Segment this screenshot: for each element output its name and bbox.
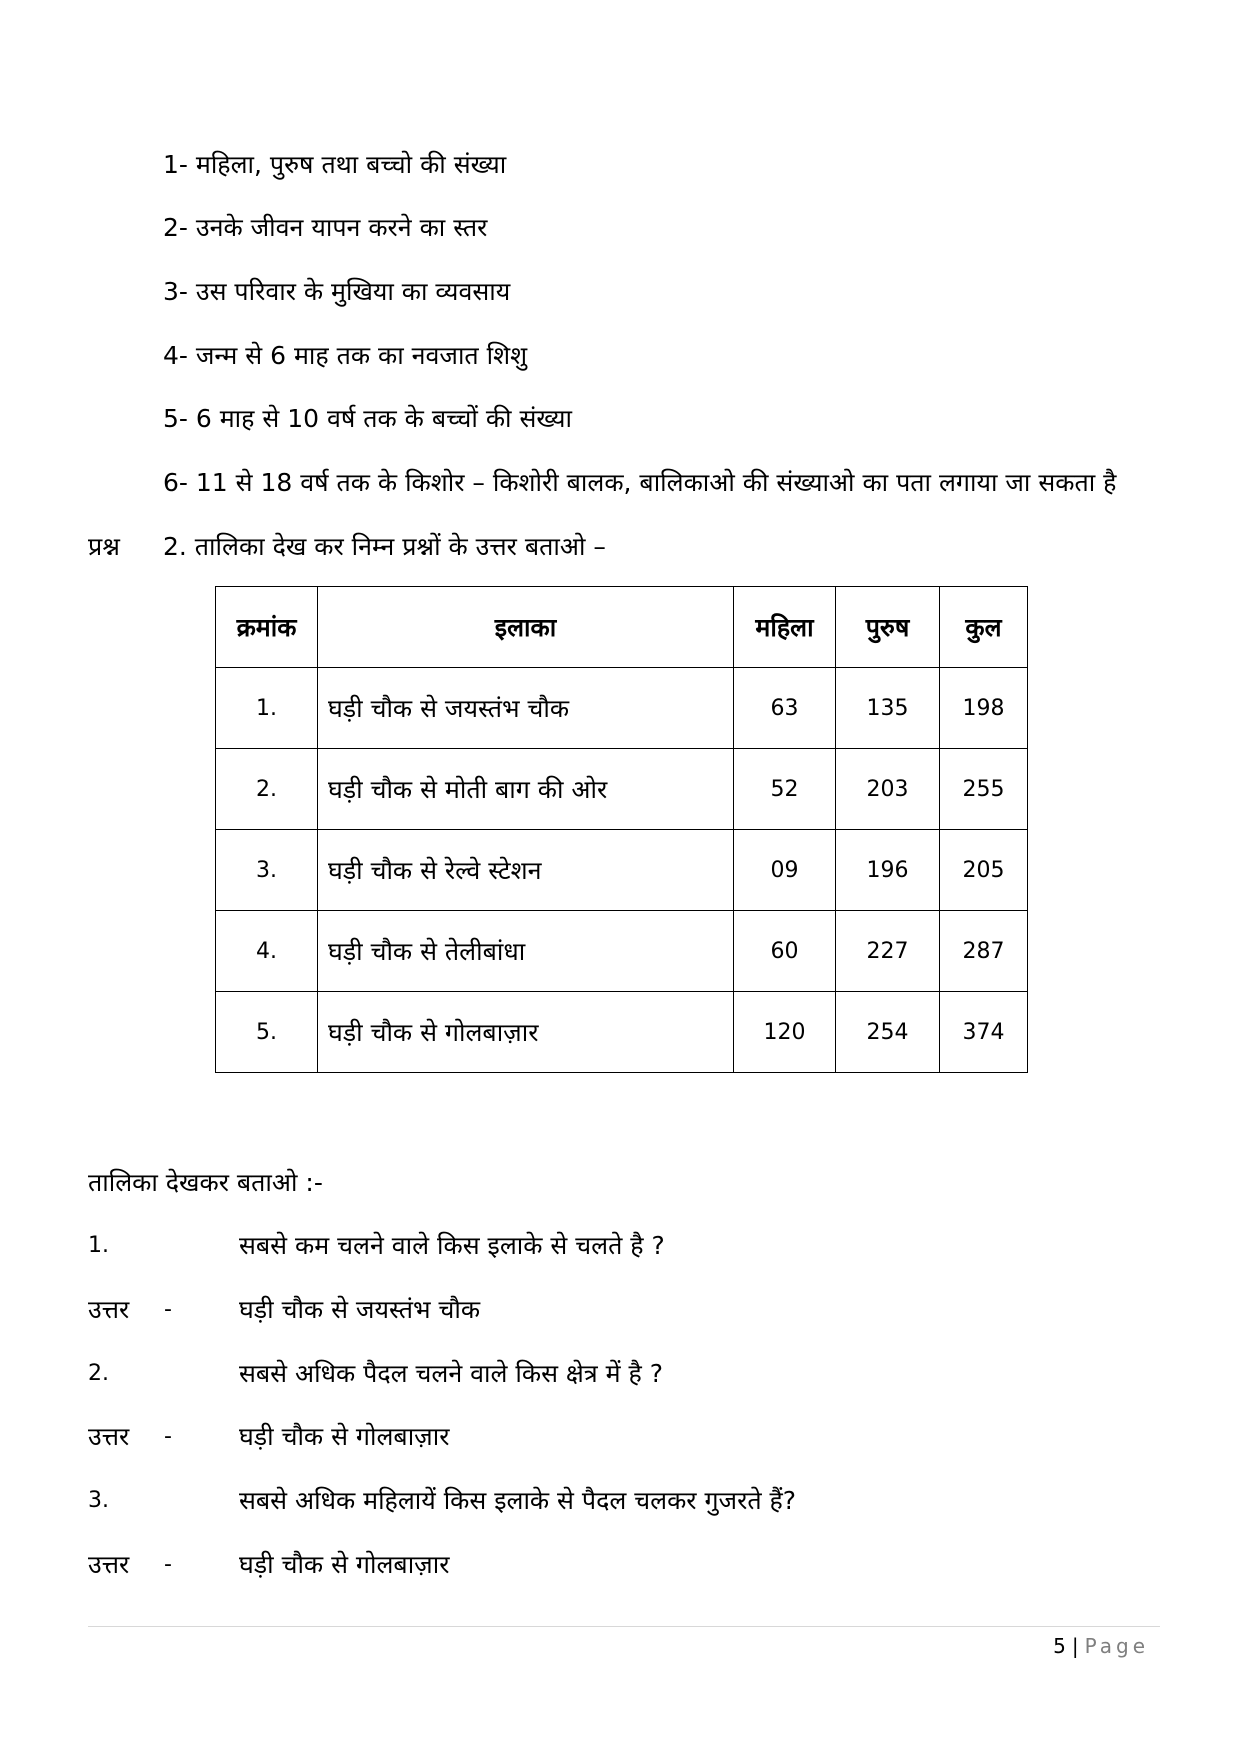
cell-area: घड़ी चौक से रेल्वे स्टेशन [318, 830, 734, 911]
cell-area: घड़ी चौक से तेलीबांधा [318, 911, 734, 992]
cell-female: 52 [734, 749, 836, 830]
cell-area: घड़ी चौक से जयस्तंभ चौक [318, 668, 734, 749]
qa-dash: - [164, 1424, 172, 1449]
table-row [216, 911, 1028, 992]
cell-female: 09 [734, 830, 836, 911]
footer-divider [88, 1626, 1160, 1627]
cell-male: 196 [836, 830, 940, 911]
header-male: पुरुष [836, 587, 940, 668]
qa-number: 3. [88, 1488, 109, 1513]
qa-question: सबसे अधिक महिलायें किस इलाके से पैदल चलकर गुजरते हैं? [239, 1486, 797, 1515]
table-header-row [216, 587, 1028, 668]
qa-answer-label: उत्तर [88, 1295, 130, 1324]
cell-area: घड़ी चौक से मोती बाग की ओर [318, 749, 734, 830]
cell-serial: 1. [216, 668, 318, 749]
qa-answer: घड़ी चौक से गोलबाज़ार [239, 1422, 450, 1451]
cell-total: 287 [940, 911, 1028, 992]
header-total: कुल [940, 587, 1028, 668]
header-area: इलाका [318, 587, 734, 668]
cell-serial: 3. [216, 830, 318, 911]
cell-male: 227 [836, 911, 940, 992]
qa-answer-label: उत्तर [88, 1550, 130, 1579]
qa-number: 2. [88, 1361, 109, 1386]
qa-number: 1. [88, 1233, 109, 1258]
list-item: 4- जन्म से 6 माह तक का नवजात शिशु [163, 341, 528, 370]
qa-answer-label: उत्तर [88, 1422, 130, 1451]
page-footer [1053, 1632, 1149, 1660]
page-number: 5 [1053, 1634, 1066, 1658]
list-item: 6- 11 से 18 वर्ष तक के किशोर – किशोरी बालक, बालिकाओ की संख्याओ का पता लगाया जा सकता है [163, 468, 1117, 497]
cell-serial: 2. [216, 749, 318, 830]
cell-female: 60 [734, 911, 836, 992]
list-item: 3- उस परिवार के मुखिया का व्यवसाय [163, 277, 511, 306]
table-row [216, 830, 1028, 911]
question-text: 2. तालिका देख कर निम्न प्रश्नों के उत्तर बताओ – [163, 532, 606, 561]
qa-question: सबसे कम चलने वाले किस इलाके से चलते है ? [239, 1231, 665, 1260]
cell-male: 203 [836, 749, 940, 830]
page-label: Page [1084, 1634, 1149, 1658]
table-row [216, 992, 1028, 1073]
footer-separator: | [1071, 1634, 1079, 1658]
cell-total: 255 [940, 749, 1028, 830]
list-item: 2- उनके जीवन यापन करने का स्तर [163, 213, 488, 242]
qa-dash: - [164, 1297, 172, 1322]
cell-female: 120 [734, 992, 836, 1073]
qa-heading: तालिका देखकर बताओ :- [88, 1168, 323, 1197]
cell-male: 254 [836, 992, 940, 1073]
cell-serial: 5. [216, 992, 318, 1073]
table-row [216, 668, 1028, 749]
cell-total: 374 [940, 992, 1028, 1073]
header-female: महिला [734, 587, 836, 668]
qa-question: सबसे अधिक पैदल चलने वाले किस क्षेत्र में है ? [239, 1359, 663, 1388]
list-item: 5- 6 माह से 10 वर्ष तक के बच्चों की संख्या [163, 404, 572, 433]
cell-female: 63 [734, 668, 836, 749]
list-item: 1- महिला, पुरुष तथा बच्चो की संख्या [163, 150, 507, 179]
cell-total: 205 [940, 830, 1028, 911]
qa-dash: - [164, 1552, 172, 1577]
cell-male: 135 [836, 668, 940, 749]
qa-answer: घड़ी चौक से गोलबाज़ार [239, 1550, 450, 1579]
qa-answer: घड़ी चौक से जयस्तंभ चौक [239, 1295, 481, 1324]
data-table [215, 586, 1028, 1073]
cell-total: 198 [940, 668, 1028, 749]
table-row [216, 749, 1028, 830]
cell-serial: 4. [216, 911, 318, 992]
cell-area: घड़ी चौक से गोलबाज़ार [318, 992, 734, 1073]
question-prefix: प्रश्न [88, 532, 120, 561]
header-serial: क्रमांक [216, 587, 318, 668]
